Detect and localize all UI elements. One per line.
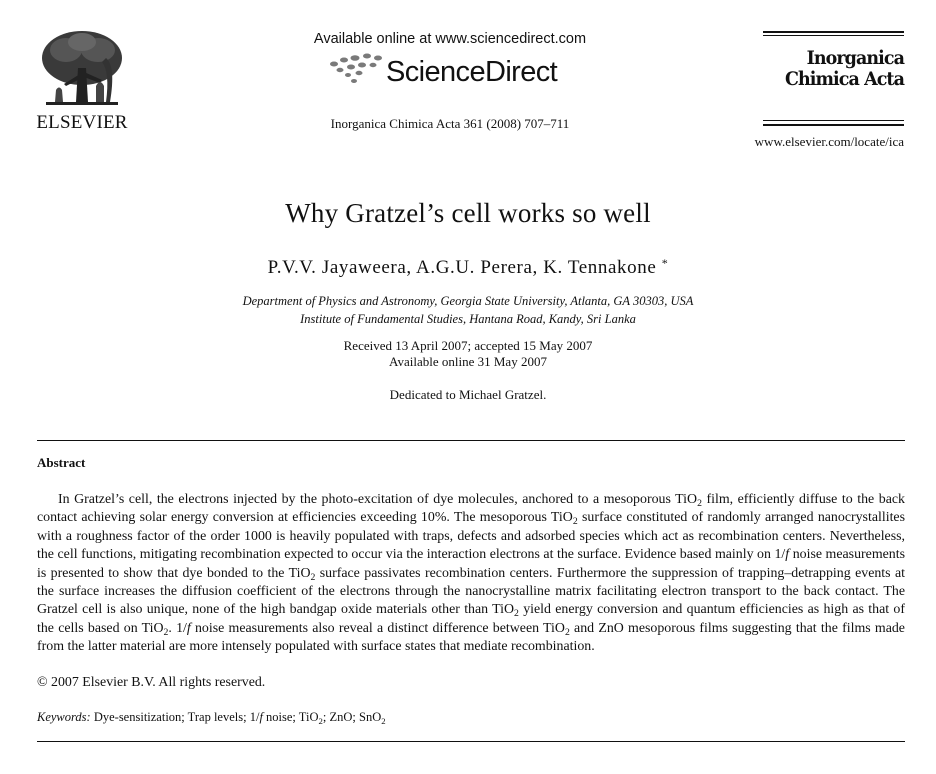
journal-title-line1: Inorganica bbox=[806, 47, 904, 69]
abstract-text: film, efficiently diffuse to the back contact achieving solar energy conversion at efficiencies exceeding 10%. The mesoporous TiO bbox=[37, 492, 905, 526]
journal-rule-bottom-thin bbox=[763, 120, 904, 121]
received-accepted-dates: Received 13 April 2007; accepted 15 May 2007 bbox=[343, 338, 593, 353]
subscript: 2 bbox=[572, 516, 578, 528]
italic-f: f bbox=[186, 620, 191, 636]
sciencedirect-dots-icon bbox=[328, 52, 386, 88]
abstract-rule-top bbox=[37, 440, 905, 441]
abstract-text: surface passivates recombination centers. Furthermore the suppression of trapping–detrapping events at the surface increases the diffusion coefficient of the electrons through the nanocrystalline matrix facilitating electron transport to the back contact. The Gratzel cell is also unique, none of the high bandgap oxide materials other than TiO bbox=[37, 565, 906, 618]
sciencedirect-wordmark: ScienceDirect bbox=[386, 56, 558, 88]
abstract-text: and ZnO mesoporous films suggesting that the films made from the latter material are more intensely populated with surface states that mediate recombination. bbox=[37, 620, 905, 655]
keyword-text: ; ZnO; SnO bbox=[322, 710, 382, 724]
affiliation-1: Department of Physics and Astronomy, Georgia State University, Atlanta, GA 30303, USA bbox=[242, 294, 694, 308]
journal-title bbox=[749, 48, 904, 90]
journal-rule-bottom bbox=[763, 124, 904, 126]
elsevier-logo bbox=[34, 28, 130, 132]
available-online-link[interactable]: Available online at www.sciencedirect.com bbox=[313, 31, 587, 47]
dedication: Dedicated to Michael Gratzel. bbox=[389, 387, 547, 402]
journal-url-link[interactable]: www.elsevier.com/locate/ica bbox=[754, 134, 904, 149]
abstract-heading: Abstract bbox=[37, 455, 86, 470]
available-online-date: Available online 31 May 2007 bbox=[389, 354, 547, 369]
article-title: Why Gratzel’s cell works so well bbox=[285, 198, 651, 228]
abstract-text: noise measurements also reveal a distinct difference between TiO bbox=[190, 620, 565, 636]
sciencedirect-logo[interactable] bbox=[328, 52, 578, 96]
journal-rule-top bbox=[763, 31, 904, 33]
subscript: 2 bbox=[564, 626, 570, 638]
subscript: 2 bbox=[310, 571, 316, 583]
elsevier-tree-logo-icon bbox=[36, 28, 128, 110]
keywords-line bbox=[37, 710, 386, 725]
corresponding-author-mark[interactable]: * bbox=[661, 256, 669, 270]
subscript: 2 bbox=[697, 498, 702, 509]
abstract-rule-bottom bbox=[37, 741, 905, 742]
abstract-text: . 1/ bbox=[168, 620, 187, 636]
journal-citation: Inorganica Chimica Acta 361 (2008) 707–711 bbox=[330, 116, 570, 131]
keyword-text: noise; TiO bbox=[262, 710, 319, 724]
subscript: 2 bbox=[381, 716, 386, 726]
abstract-paragraph bbox=[37, 491, 905, 657]
abstract-text: noise measurements is presented to show that dye bonded to the TiO bbox=[37, 547, 906, 581]
journal-title-line2: Chimica Acta bbox=[784, 68, 904, 90]
copyright-notice: © 2007 Elsevier B.V. All rights reserved. bbox=[37, 675, 266, 690]
authors-text: P.V.V. Jayaweera, A.G.U. Perera, K. Tennakone bbox=[267, 257, 657, 278]
keywords-label: Keywords: bbox=[37, 710, 91, 724]
abstract-text: surface constituted of randomly arranged nanocrystallites with a roughness factor of the order 1000 is heavily populated with traps, defects and adsorbed species which act as recombination centers. Nevertheless, the cell functions, mitigating recombination expected to occur via the interaction electrons at the surface. Evidence based mainly on 1/ bbox=[37, 510, 905, 563]
affiliation-2: Institute of Fundamental Studies, Hantana Road, Kandy, Sri Lanka bbox=[300, 312, 636, 326]
journal-rule-top-thin bbox=[763, 35, 904, 36]
subscript: 2 bbox=[163, 626, 169, 638]
italic-f: f bbox=[785, 547, 790, 563]
abstract-body bbox=[37, 491, 905, 657]
subscript: 2 bbox=[318, 716, 323, 726]
abstract-text: yield energy conversion and quantum efficiencies as high as that of the cells based on TiO bbox=[37, 602, 906, 636]
author-list bbox=[0, 256, 936, 279]
abstract-text: In Gratzel’s cell, the electrons injected by the photo-excitation of dye molecules, anchored to a mesoporous TiO bbox=[58, 492, 698, 507]
keyword-text: Dye-sensitization; Trap levels; 1/ bbox=[90, 710, 260, 724]
italic-f: f bbox=[259, 710, 263, 724]
publisher-wordmark: ELSEVIER bbox=[36, 112, 128, 133]
subscript: 2 bbox=[514, 608, 519, 620]
